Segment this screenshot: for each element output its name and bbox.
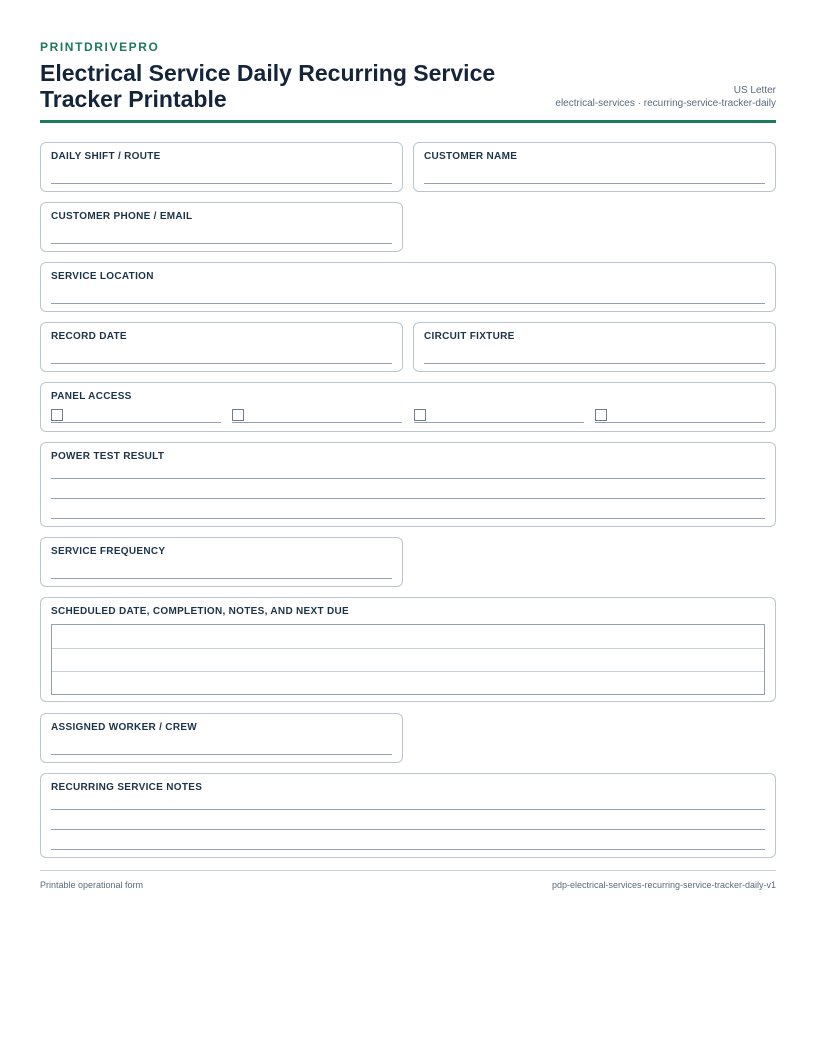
assigned-worker-label: ASSIGNED WORKER / CREW xyxy=(51,722,198,733)
daily-shift-route-write-line[interactable] xyxy=(51,183,392,184)
page-title-line-1: Electrical Service Daily Recurring Service xyxy=(40,60,496,86)
power-test-result-line-2[interactable] xyxy=(51,498,765,499)
table-row[interactable] xyxy=(52,648,764,649)
recurring-notes-field[interactable] xyxy=(40,773,776,858)
record-date-write-line[interactable] xyxy=(51,363,392,364)
checkbox-icon[interactable] xyxy=(51,409,63,421)
circuit-fixture-write-line[interactable] xyxy=(424,363,765,364)
panel-access-option-1[interactable] xyxy=(51,409,221,423)
footer-left-text: Printable operational form xyxy=(40,880,144,890)
template-path-label: electrical-services · recurring-service-tracker-daily xyxy=(555,98,776,109)
panel-access-option-3[interactable] xyxy=(414,409,584,423)
footer-form-id: pdp-electrical-services-recurring-service-tracker-daily-v1 xyxy=(551,880,776,890)
customer-name-field[interactable] xyxy=(413,142,776,192)
table-row[interactable] xyxy=(52,671,764,672)
checkbox-icon[interactable] xyxy=(595,409,607,421)
daily-shift-route-label: DAILY SHIFT / ROUTE xyxy=(51,151,161,162)
daily-shift-route-field[interactable] xyxy=(40,142,403,192)
assigned-worker-write-line[interactable] xyxy=(51,754,392,755)
schedule-table-field xyxy=(40,597,776,702)
recurring-notes-line-1[interactable] xyxy=(51,809,765,810)
record-date-label: RECORD DATE xyxy=(51,331,127,342)
page-footer xyxy=(40,870,776,890)
power-test-result-label: POWER TEST RESULT xyxy=(51,451,165,462)
service-frequency-write-line[interactable] xyxy=(51,578,392,579)
customer-contact-label: CUSTOMER PHONE / EMAIL xyxy=(51,211,193,222)
checkbox-icon[interactable] xyxy=(414,409,426,421)
customer-contact-field[interactable] xyxy=(40,202,403,252)
schedule-table xyxy=(51,624,765,695)
service-frequency-label: SERVICE FREQUENCY xyxy=(51,546,166,557)
power-test-result-field[interactable] xyxy=(40,442,776,527)
panel-access-option-4[interactable] xyxy=(595,409,765,423)
power-test-result-line-1[interactable] xyxy=(51,478,765,479)
customer-contact-write-line[interactable] xyxy=(51,243,392,244)
service-location-field[interactable] xyxy=(40,262,776,312)
panel-access-field xyxy=(40,382,776,432)
customer-name-write-line[interactable] xyxy=(424,183,765,184)
assigned-worker-field[interactable] xyxy=(40,713,403,763)
brand-logo-text: PRINTDRIVEPRO xyxy=(40,40,160,54)
page-title-line-2: Tracker Printable xyxy=(40,86,227,112)
service-frequency-field[interactable] xyxy=(40,537,403,587)
power-test-result-line-3[interactable] xyxy=(51,518,765,519)
page-title xyxy=(40,60,560,112)
recurring-notes-line-2[interactable] xyxy=(51,829,765,830)
panel-access-option-2[interactable] xyxy=(232,409,402,423)
checkbox-icon[interactable] xyxy=(232,409,244,421)
page-meta xyxy=(555,84,776,110)
page-header xyxy=(40,40,776,123)
circuit-fixture-field[interactable] xyxy=(413,322,776,372)
recurring-notes-label: RECURRING SERVICE NOTES xyxy=(51,782,203,793)
service-location-label: SERVICE LOCATION xyxy=(51,271,154,282)
service-location-write-line[interactable] xyxy=(51,303,765,304)
paper-size-label: US Letter xyxy=(733,85,776,96)
schedule-table-label: SCHEDULED DATE, COMPLETION, NOTES, AND NEXT DUE xyxy=(51,606,350,617)
customer-name-label: CUSTOMER NAME xyxy=(424,151,518,162)
panel-access-label: PANEL ACCESS xyxy=(51,391,132,402)
recurring-notes-line-3[interactable] xyxy=(51,849,765,850)
record-date-field[interactable] xyxy=(40,322,403,372)
circuit-fixture-label: CIRCUIT FIXTURE xyxy=(424,331,515,342)
form-page xyxy=(40,40,776,112)
